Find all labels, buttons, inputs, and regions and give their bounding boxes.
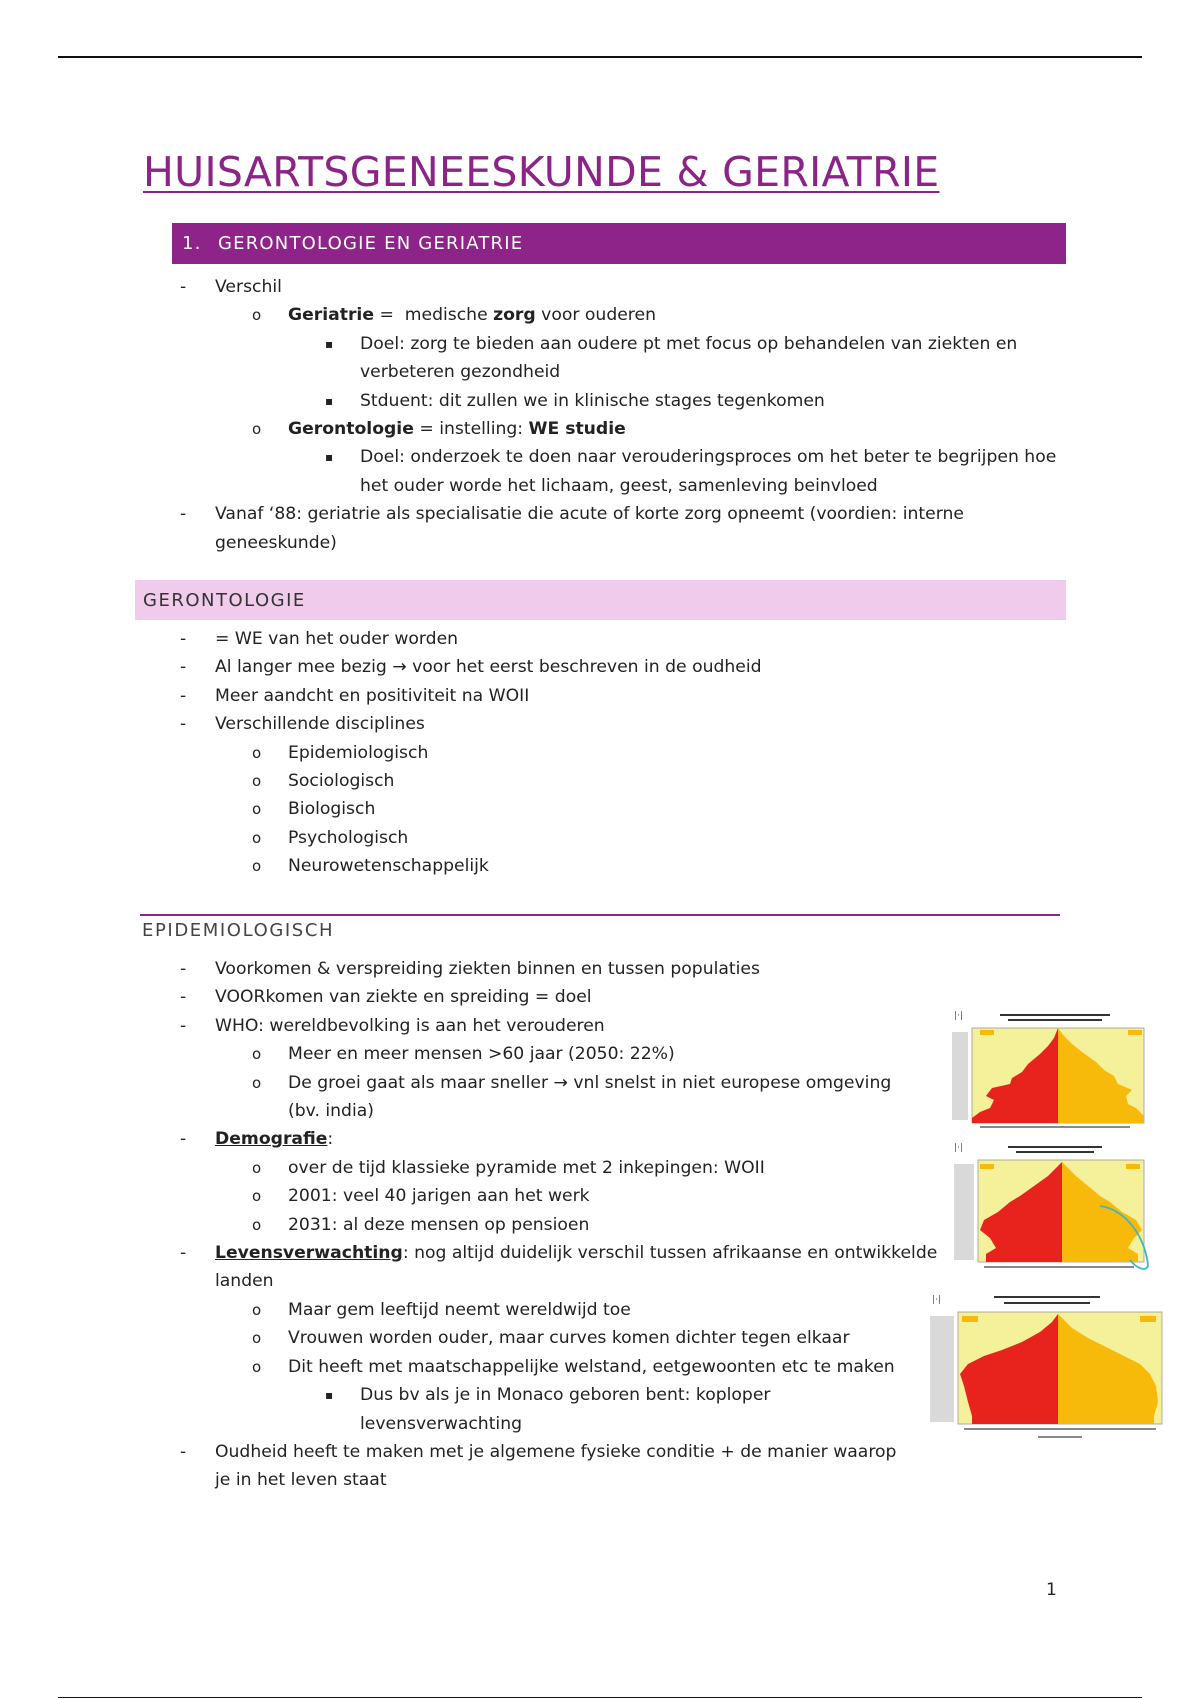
dash-bullet: -: [180, 987, 187, 1008]
list-item: - Meer aandcht en positiviteit na WOII: [0, 682, 1200, 710]
dash-bullet: -: [180, 1441, 187, 1462]
dash-bullet: -: [180, 714, 187, 735]
dash-bullet: -: [180, 629, 187, 649]
section-number: 1.: [182, 233, 202, 254]
section-title: GERONTOLOGIE EN GERIATRIE: [218, 233, 524, 254]
circle-bullet: o: [252, 1158, 262, 1177]
circle-bullet: o: [252, 1357, 262, 1376]
list-item: - Demografie:: [0, 1125, 1200, 1153]
dash-bullet: -: [180, 504, 187, 525]
dash-bullet: -: [180, 685, 187, 706]
section-heading-1: [172, 223, 1066, 264]
circle-bullet: o: [252, 306, 262, 325]
svg-text:|·|: |·|: [954, 1143, 963, 1153]
circle-bullet: o: [252, 1045, 262, 1064]
list-item: o 2031: al deze mensen op pensioen: [0, 1211, 1200, 1239]
page-number: 1: [1046, 1580, 1057, 1600]
list-item: - Vanaf ‘88: geriatrie als specialisatie die acute of korte zorg opneemt (voordien: interne geneeskunde): [0, 500, 1200, 557]
circle-bullet: o: [252, 1300, 262, 1319]
circle-bullet: o: [252, 772, 262, 791]
square-bullet: ▪: [325, 393, 334, 408]
circle-bullet: o: [252, 857, 262, 876]
circle-bullet: o: [252, 1215, 262, 1234]
circle-bullet: o: [252, 1187, 262, 1206]
top-rule: [58, 56, 1142, 58]
list-item: - VOORkomen van ziekte en spreiding = doel: [0, 983, 1200, 1011]
population-pyramid-figure-2: [950, 1140, 1158, 1275]
list-item: ▪ Doel: zorg te bieden aan oudere pt met focus op behandelen van ziekten en verbeteren gezondheid: [0, 330, 1200, 387]
section-heading-3: EPIDEMIOLOGISCH: [142, 920, 335, 941]
list-item: o Epidemiologisch: [0, 739, 1200, 767]
list-item: - Verschillende disciplines: [0, 710, 1200, 738]
circle-bullet: o: [252, 800, 262, 819]
dash-bullet: -: [180, 277, 187, 297]
section-divider: [140, 914, 1060, 916]
circle-bullet: o: [252, 828, 262, 847]
svg-text:|·|: |·|: [932, 1295, 941, 1305]
section1-body: [0, 273, 1200, 557]
population-pyramid-figure-3: [928, 1290, 1166, 1445]
dash-bullet: -: [180, 1015, 187, 1036]
square-bullet: ▪: [325, 1388, 334, 1403]
square-bullet: ▪: [325, 336, 334, 351]
dash-bullet: -: [180, 959, 187, 979]
population-pyramid-figure-1: [950, 1008, 1158, 1133]
list-item: o over de tijd klassieke pyramide met 2 inkepingen: WOII: [0, 1154, 1200, 1182]
list-item: o Sociologisch: [0, 767, 1200, 795]
circle-bullet: o: [252, 420, 262, 439]
svg-text:|·|: |·|: [954, 1011, 963, 1021]
list-item: - Al langer mee bezig → voor het eerst beschreven in de oudheid: [0, 653, 1200, 681]
dash-bullet: -: [180, 1129, 187, 1150]
list-item: o Meer en meer mensen >60 jaar (2050: 22%): [0, 1040, 1200, 1068]
list-item: o Gerontologie = instelling: WE studie: [0, 415, 1200, 443]
document-title: HUISARTSGENEESKUNDE & GERIATRIE: [143, 148, 940, 196]
bottom-rule: [58, 1697, 1142, 1698]
list-item: - = WE van het ouder worden: [0, 625, 1200, 653]
circle-bullet: o: [252, 1073, 262, 1092]
list-item: o Dit heeft met maatschappelijke welstand, eetgewoonten etc te maken: [0, 1353, 1200, 1381]
list-item: o Vrouwen worden ouder, maar curves komen dichter tegen elkaar: [0, 1324, 1200, 1352]
list-item: - Verschil: [0, 273, 1200, 301]
list-item: ▪ Dus bv als je in Monaco geboren bent: koploper levensverwachting: [0, 1381, 1200, 1438]
list-item: ▪ Stduent: dit zullen we in klinische stages tegenkomen: [0, 387, 1200, 415]
section2-body: [0, 625, 1200, 881]
list-item: ▪ Doel: onderzoek te doen naar verouderingsproces om het beter te begrijpen hoe het ouder worde het lichaam, geest, samenleving beinvloed: [0, 443, 1200, 500]
list-item: - WHO: wereldbevolking is aan het verouderen: [0, 1012, 1200, 1040]
list-item: o Maar gem leeftijd neemt wereldwijd toe: [0, 1296, 1200, 1324]
section-heading-2: GERONTOLOGIE: [135, 580, 1066, 620]
square-bullet: ▪: [325, 450, 334, 465]
list-item: o Neurowetenschappelijk: [0, 852, 1200, 880]
list-item: o Biologisch: [0, 795, 1200, 823]
list-item: o Geriatrie = medische zorg voor ouderen: [0, 301, 1200, 329]
circle-bullet: o: [252, 1329, 262, 1348]
dash-bullet: -: [180, 1243, 187, 1264]
list-item: - Oudheid heeft te maken met je algemene fysieke conditie + de manier waarop je in het leven staat: [0, 1438, 1200, 1495]
dash-bullet: -: [180, 657, 187, 678]
list-item: o 2001: veel 40 jarigen aan het werk: [0, 1182, 1200, 1210]
list-item: o De groei gaat als maar sneller → vnl snelst in niet europese omgeving (bv. india): [0, 1069, 1200, 1126]
list-item: - Levensverwachting: nog altijd duidelijk verschil tussen afrikaanse en ontwikkelde landen: [0, 1239, 1200, 1296]
list-item: - Voorkomen & verspreiding ziekten binnen en tussen populaties: [0, 955, 1200, 983]
circle-bullet: o: [252, 743, 262, 762]
list-item: o Psychologisch: [0, 824, 1200, 852]
